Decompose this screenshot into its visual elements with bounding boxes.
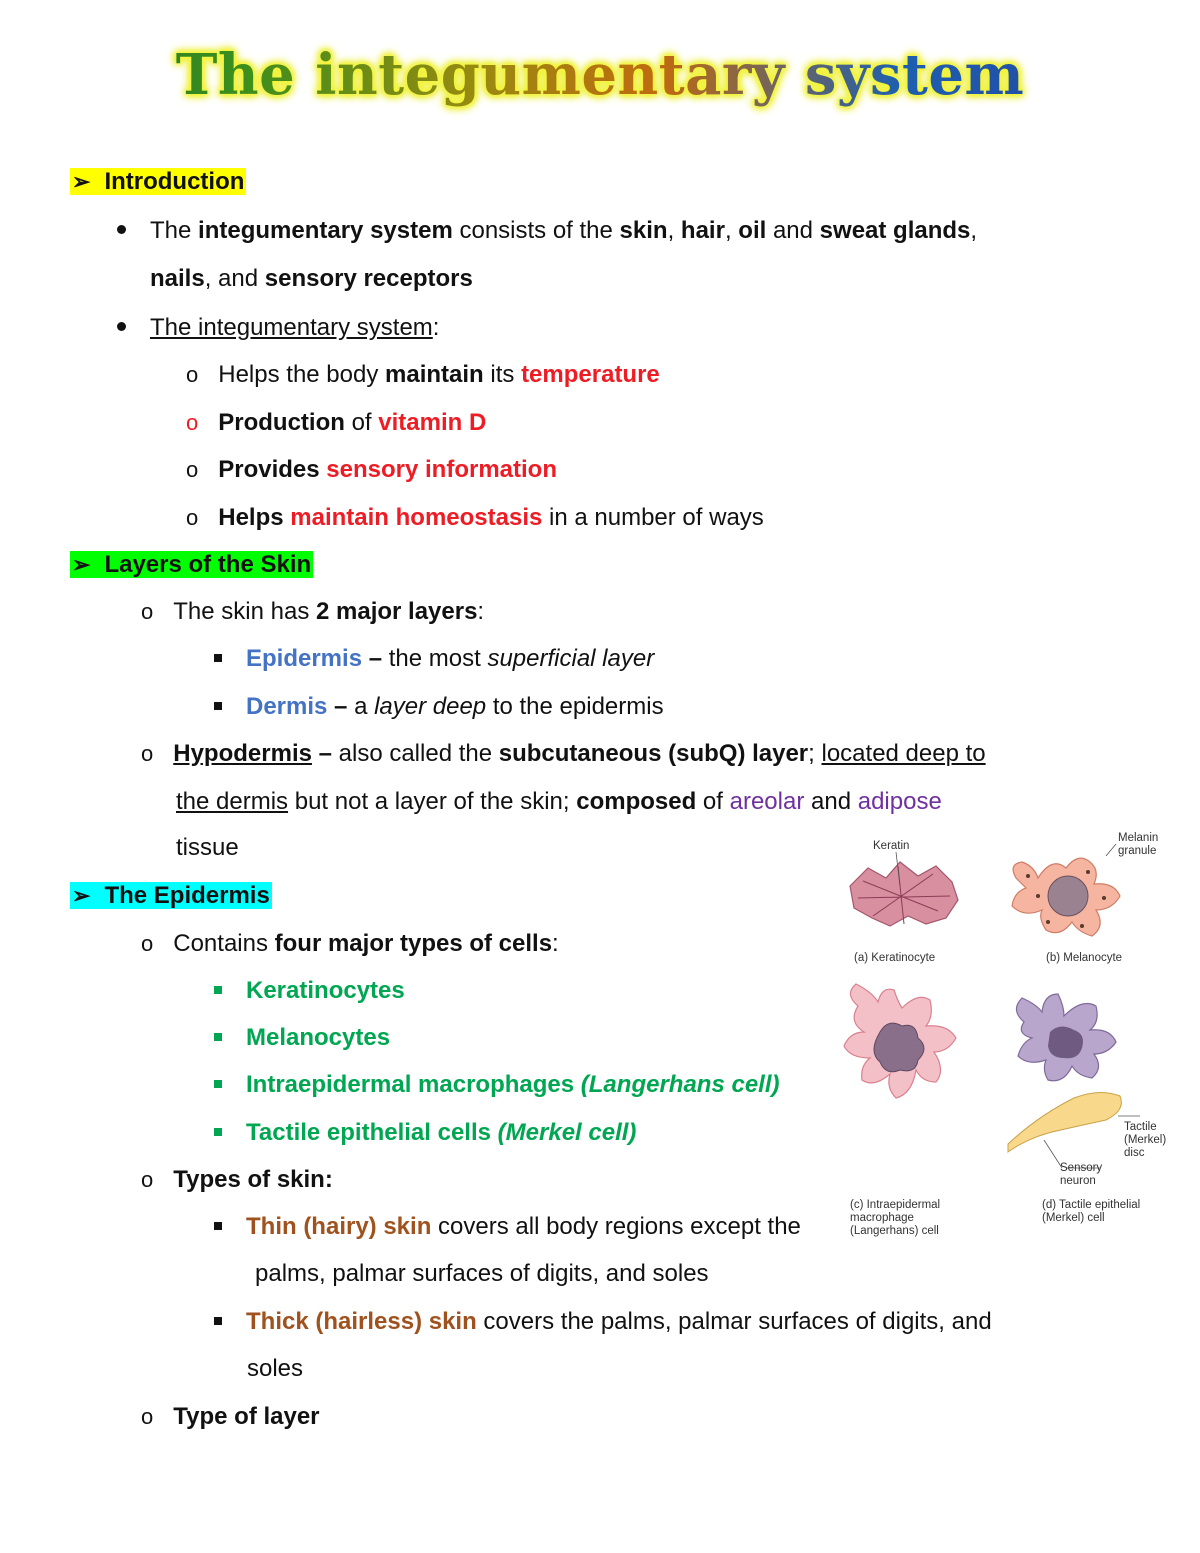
section-heading-introduction: ➢ Introduction bbox=[72, 168, 245, 195]
circle-bullet-icon: o bbox=[141, 741, 154, 766]
cell-item-keratinocytes: Keratinocytes bbox=[214, 976, 405, 1006]
skin-item-thin-continued: palms, palmar surfaces of digits, and soles bbox=[255, 1260, 709, 1287]
section-heading-epidermis: ➢ The Epidermis bbox=[72, 882, 270, 909]
intro-paragraph-line-1: The integumentary system consists of the skin, hair, oil and sweat glands, bbox=[117, 216, 977, 246]
type-of-layer-line: o Type of layer bbox=[141, 1403, 320, 1430]
circle-bullet-icon: o bbox=[141, 599, 154, 624]
caption-merkel: (d) Tactile epithelial (Merkel) cell bbox=[1042, 1199, 1141, 1224]
square-bullet-icon bbox=[214, 1128, 222, 1136]
epidermal-cells-figure bbox=[838, 826, 1178, 1246]
circle-bullet-icon: o bbox=[186, 410, 199, 435]
circle-bullet-icon: o bbox=[141, 1404, 154, 1429]
page-title: The integumentary system bbox=[0, 42, 1200, 108]
keratinocyte-illustration bbox=[850, 852, 958, 926]
function-item-homeostasis: o Helps maintain homeostasis in a number of ways bbox=[186, 504, 764, 531]
circle-bullet-icon: o bbox=[141, 1167, 154, 1192]
square-bullet-icon bbox=[214, 1222, 222, 1230]
square-bullet-icon bbox=[214, 702, 222, 710]
layer-item-epidermis: Epidermis – the most superficial layer bbox=[214, 644, 654, 674]
cell-item-macrophages: Intraepidermal macrophages (Langerhans cell) bbox=[214, 1070, 780, 1100]
function-item-sensory: o Provides sensory information bbox=[186, 456, 558, 483]
caption-melanocyte: (b) Melanocyte bbox=[1046, 952, 1123, 964]
square-bullet-icon bbox=[214, 986, 222, 994]
caption-langerhans: (c) Intraepidermal macrophage (Langerhans) cell bbox=[850, 1199, 941, 1237]
arrow-bullet-icon: ➢ bbox=[72, 883, 91, 908]
hypodermis-line-2: the dermis but not a layer of the skin; composed of areolar and adipose bbox=[176, 788, 942, 815]
label-sensory-neuron: Sensory neuron bbox=[1060, 1162, 1103, 1187]
melanocyte-illustration bbox=[1012, 844, 1120, 936]
intro-paragraph-line-2: nails, and sensory receptors bbox=[150, 265, 473, 292]
arrow-bullet-icon: ➢ bbox=[72, 169, 91, 194]
types-of-skin-line: o Types of skin: bbox=[141, 1166, 333, 1193]
langerhans-cell-illustration bbox=[844, 984, 956, 1098]
cell-item-tactile: Tactile epithelial cells (Merkel cell) bbox=[214, 1118, 636, 1148]
skin-item-thin: Thin (hairy) skin covers all body regions except the bbox=[214, 1212, 801, 1242]
circle-bullet-icon: o bbox=[186, 362, 199, 387]
skin-item-thick-continued: soles bbox=[247, 1355, 304, 1382]
function-item-vitamin-d: o Production of vitamin D bbox=[186, 409, 487, 436]
label-keratin: Keratin bbox=[873, 840, 910, 852]
skin-item-thick: Thick (hairless) skin covers the palms, palmar surfaces of digits, and bbox=[214, 1307, 992, 1337]
label-melanin-granule: Melanin granule bbox=[1118, 832, 1159, 857]
circle-bullet-icon: o bbox=[186, 457, 199, 482]
cell-item-melanocytes: Melanocytes bbox=[214, 1023, 390, 1053]
square-bullet-icon bbox=[214, 1317, 222, 1325]
bullet-dot-icon bbox=[117, 225, 126, 234]
arrow-bullet-icon: ➢ bbox=[72, 552, 91, 577]
circle-bullet-icon: o bbox=[186, 505, 199, 530]
hypodermis-line-1: o Hypodermis – also called the subcutaneous (subQ) layer; located deep to bbox=[141, 740, 986, 767]
epidermal-cells-illustration bbox=[838, 826, 1178, 1246]
square-bullet-icon bbox=[214, 654, 222, 662]
bullet-dot-icon bbox=[117, 322, 126, 331]
caption-keratinocyte: (a) Keratinocyte bbox=[854, 952, 936, 964]
layers-intro-line: o The skin has 2 major layers: bbox=[141, 598, 485, 625]
square-bullet-icon bbox=[214, 1080, 222, 1088]
layer-item-dermis: Dermis – a layer deep to the epidermis bbox=[214, 692, 664, 722]
circle-bullet-icon: o bbox=[141, 931, 154, 956]
square-bullet-icon bbox=[214, 1033, 222, 1041]
epidermis-cells-line: o Contains four major types of cells: bbox=[141, 930, 559, 957]
intro-functions-heading: The integumentary system: bbox=[117, 313, 439, 343]
hypodermis-line-3: tissue bbox=[176, 834, 239, 861]
function-item-temperature: o Helps the body maintain its temperature bbox=[186, 361, 660, 388]
label-tactile-disc: Tactile (Merkel) disc bbox=[1124, 1121, 1167, 1159]
section-heading-layers: ➢ Layers of the Skin bbox=[72, 551, 312, 578]
merkel-cell-illustration bbox=[1008, 994, 1140, 1168]
